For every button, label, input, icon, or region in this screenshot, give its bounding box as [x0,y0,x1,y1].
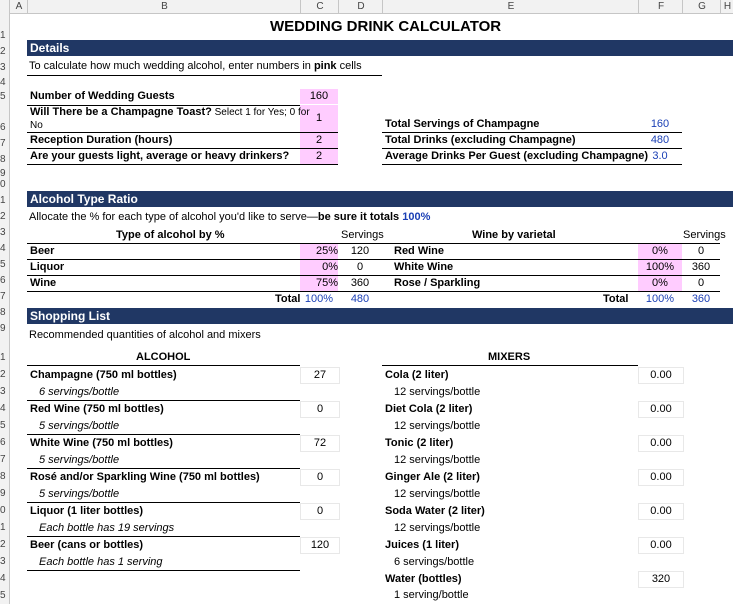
row-header[interactable]: 4 [0,243,6,254]
divider [27,468,300,469]
divider [382,148,682,149]
wine-name: Red Wine [394,245,445,257]
row-header[interactable]: 7 [0,291,6,302]
drinkers-label: Are your guests light, average or heavy drinkers? [30,150,290,162]
row-header[interactable]: 5 [0,259,6,270]
divider [27,164,338,165]
type-servings: 120 [350,245,370,257]
divider [27,75,382,76]
mixer-item-name: Soda Water (2 liter) [385,505,485,517]
avg-drinks-value: 3.0 [652,150,668,162]
type-pct-input[interactable]: 75% [315,277,338,289]
divider [27,434,300,435]
type-name: Wine [30,277,57,289]
alcohol-item-note: 6 servings/bottle [39,386,120,398]
row-header[interactable]: 9 [0,323,6,334]
alcohol-item-name: White Wine (750 ml bottles) [30,437,173,449]
column-header-e[interactable]: E [382,0,639,13]
row-header[interactable]: 1 [0,30,6,41]
ratio-instruction-total: 100% [402,211,431,223]
page-title: WEDDING DRINK CALCULATOR [270,18,502,35]
row-header[interactable]: 1 [0,522,6,533]
alcohol-item-qty: 27 [300,367,340,384]
divider [27,400,300,401]
divider [27,502,300,503]
divider [382,164,682,165]
alcohol-item-name: Red Wine (750 ml bottles) [30,403,164,415]
column-header-f[interactable]: F [638,0,683,13]
alcohol-item-note: Each bottle has 1 serving [39,556,163,568]
divider [382,132,682,133]
type-total-servings: 480 [350,293,370,305]
wine-servings: 0 [697,245,705,257]
row-header[interactable]: 3 [0,62,6,73]
divider [27,259,382,260]
row-header[interactable]: 5 [0,91,6,102]
row-header[interactable]: 2 [0,539,6,550]
alcohol-item-qty: 0 [300,469,340,486]
row-header[interactable]: 2 [0,46,6,57]
row-header[interactable]: 0 [0,179,6,190]
type-total-pct: 100% [304,293,334,305]
mixer-item-qty: 0.00 [638,537,684,554]
row-header[interactable]: 9 [0,488,6,499]
wine-servings: 0 [697,277,705,289]
toast-hint-cont: No [30,120,43,131]
mixer-item-note: 12 servings/bottle [394,454,481,466]
mixer-item-name: Juices (1 liter) [385,539,459,551]
row-header[interactable]: 8 [0,154,6,165]
alcohol-item-name: Rosé and/or Sparkling Wine (750 ml bottles) [30,471,260,483]
wine-pct-input[interactable]: 0% [652,277,668,289]
wine-total-label: Total [603,293,629,305]
duration-input[interactable]: 2 [315,134,323,146]
column-header-c[interactable]: C [300,0,339,13]
type-name: Liquor [30,261,65,273]
row-header[interactable]: 2 [0,369,6,380]
alcohol-item-note: 5 servings/bottle [39,454,120,466]
wine-name: White Wine [394,261,454,273]
divider [382,291,720,292]
row-header[interactable]: 1 [0,195,6,206]
row-header[interactable]: 4 [0,403,6,414]
row-header[interactable]: 3 [0,556,6,567]
wine-pct-input[interactable]: 0% [652,245,668,257]
shopping-subtitle: Recommended quantities of alcohol and mixers [29,329,261,341]
toast-input[interactable]: 1 [315,112,323,124]
total-drinks-label: Total Drinks (excluding Champagne) [385,134,576,146]
toast-question: Will There be a Champagne Toast? [30,106,212,118]
alcohol-item-note: Each bottle has 19 servings [39,522,175,534]
ratio-section-header: Alcohol Type Ratio [27,191,733,207]
guests-input[interactable]: 160 [309,90,329,102]
row-header[interactable]: 6 [0,122,6,133]
wine-pct-input[interactable]: 100% [645,261,675,273]
mixer-item-note: 12 servings/bottle [394,488,481,500]
mixer-item-name: Water (bottles) [385,573,462,585]
divider [382,365,638,366]
alcohol-item-note: 5 servings/bottle [39,420,120,432]
divider [27,570,300,571]
mixer-item-name: Diet Cola (2 liter) [385,403,473,415]
divider [27,148,338,149]
guests-label: Number of Wedding Guests [30,90,175,102]
row-header[interactable]: 9 [0,168,6,179]
mixer-item-qty: 320 [638,571,684,588]
alcohol-item-qty: 72 [300,435,340,452]
duration-label: Reception Duration (hours) [30,134,173,146]
row-header[interactable]: 4 [0,573,6,584]
alcohol-item-note: 5 servings/bottle [39,488,120,500]
divider [382,275,720,276]
type-header: Type of alcohol by % [116,229,225,241]
mixer-item-name: Ginger Ale (2 liter) [385,471,480,483]
instruction-pink-word: pink [313,60,337,72]
type-name: Beer [30,245,55,257]
mixer-item-note: 12 servings/bottle [394,522,481,534]
row-header[interactable]: 8 [0,307,6,318]
wine-servings-header: Servings [683,229,726,241]
wine-total-servings: 360 [691,293,711,305]
column-header-d[interactable]: D [338,0,383,13]
column-header-b[interactable]: B [27,0,301,13]
mixer-item-name: Tonic (2 liter) [385,437,454,449]
alcohol-item-qty: 0 [300,401,340,418]
ratio-instruction-text: Allocate the % for each type of alcohol you'd like to serve— [29,211,318,223]
alcohol-item-name: Liquor (1 liter bottles) [30,505,144,517]
instruction-text-end: cells [336,60,362,72]
row-header[interactable]: 7 [0,454,6,465]
mixer-item-note: 12 servings/bottle [394,386,481,398]
row-header[interactable]: 8 [0,471,6,482]
mixer-item-qty: 0.00 [638,435,684,452]
wine-header: Wine by varietal [472,229,556,241]
divider [27,365,300,366]
row-header[interactable]: 5 [0,590,6,601]
avg-drinks-label: Average Drinks Per Guest (excluding Champagne) [385,150,649,162]
alcohol-item-qty: 0 [300,503,340,520]
column-header-a[interactable]: A [9,0,28,13]
toast-hint: Select 1 for Yes; 0 for [211,107,310,118]
row-header[interactable]: 7 [0,138,6,149]
type-total-label: Total [275,293,301,305]
total-champagne-label: Total Servings of Champagne [385,118,540,130]
ratio-instruction [29,211,430,223]
row-header[interactable]: 3 [0,386,6,397]
row-header[interactable]: 5 [0,420,6,431]
row-header[interactable]: 0 [0,505,6,516]
drinkers-input[interactable]: 2 [315,150,323,162]
mixer-item-note: 6 servings/bottle [394,556,475,568]
mixer-item-qty: 0.00 [638,367,684,384]
total-champagne-value: 160 [650,118,670,130]
instruction-text: To calculate how much wedding alcohol, enter numbers in [29,60,314,72]
divider [27,536,300,537]
row-header[interactable]: 3 [0,227,6,238]
mixer-item-name: Cola (2 liter) [385,369,449,381]
mixers-header: MIXERS [488,351,531,363]
mixer-item-note: 1 serving/bottle [394,589,469,601]
mixer-item-qty: 0.00 [638,503,684,520]
servings-header: Servings [341,229,384,241]
type-pct-input[interactable]: 25% [315,245,338,257]
column-header-g[interactable]: G [682,0,721,13]
row-header[interactable]: 6 [0,275,6,286]
column-header-h[interactable]: H [720,0,733,13]
toast-label [30,106,310,118]
details-instruction [29,60,362,72]
mixer-item-qty: 0.00 [638,469,684,486]
total-drinks-value: 480 [650,134,670,146]
row-header[interactable]: 4 [0,77,6,88]
mixer-item-qty: 0.00 [638,401,684,418]
mixer-item-note: 12 servings/bottle [394,420,481,432]
shopping-section-header: Shopping List [27,308,733,324]
wine-total-pct: 100% [645,293,675,305]
alcohol-item-name: Beer (cans or bottles) [30,539,144,551]
row-header[interactable]: 1 [0,352,6,363]
type-servings: 360 [350,277,370,289]
divider [27,275,382,276]
wine-servings: 360 [691,261,711,273]
divider [27,132,338,133]
type-servings: 0 [356,261,364,273]
alcohol-item-qty: 120 [300,537,340,554]
type-pct-input[interactable]: 0% [322,261,338,273]
divider [382,259,720,260]
row-header[interactable]: 6 [0,437,6,448]
details-section-header: Details [27,40,733,56]
row-header[interactable]: 2 [0,211,6,222]
wine-name: Rose / Sparkling [394,277,481,289]
alcohol-item-name: Champagne (750 ml bottles) [30,369,177,381]
alcohol-header: ALCOHOL [136,351,191,363]
column-header-bar [0,0,733,14]
ratio-instruction-bold: be sure it totals [317,211,403,223]
row-header-bar [0,13,10,604]
divider [27,291,382,292]
